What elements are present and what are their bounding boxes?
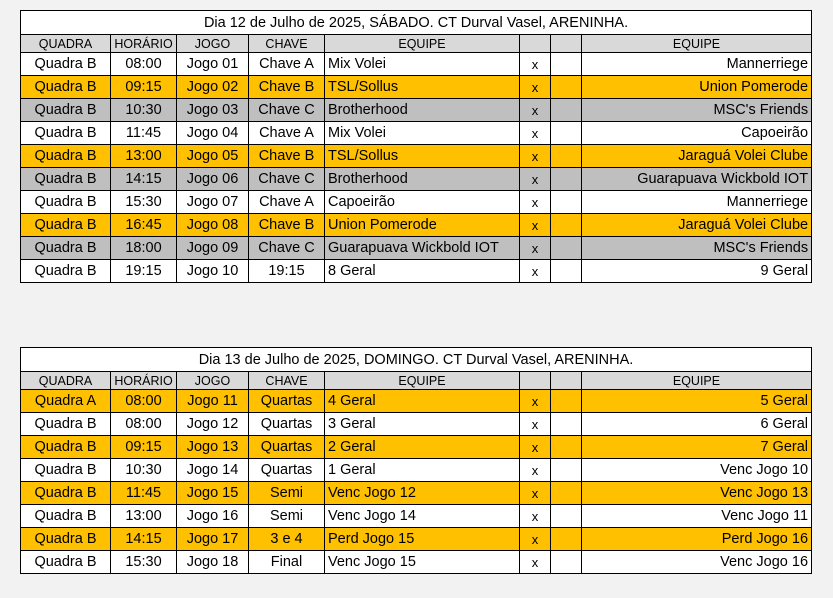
cell-vs: x (520, 482, 551, 505)
cell-chave: Quartas (249, 436, 325, 459)
cell-equipe-1: Perd Jogo 15 (325, 528, 520, 551)
cell-vs: x (520, 191, 551, 214)
cell-jogo: Jogo 06 (177, 168, 249, 191)
cell-equipe-1: 2 Geral (325, 436, 520, 459)
cell-vs: x (520, 122, 551, 145)
cell-vs: x (520, 168, 551, 191)
match-row (21, 76, 812, 99)
cell-chave: Chave A (249, 191, 325, 214)
cell-jogo: Jogo 10 (177, 260, 249, 283)
cell-blank (551, 413, 582, 436)
header-jogo: JOGO (177, 372, 249, 390)
day2-title: Dia 13 de Julho de 2025, DOMINGO. CT Durval Vasel, ARENINHA. (21, 348, 812, 372)
cell-blank (551, 260, 582, 283)
cell-chave: 19:15 (249, 260, 325, 283)
cell-jogo: Jogo 09 (177, 237, 249, 260)
cell-equipe-2: Jaraguá Volei Clube (582, 145, 812, 168)
cell-jogo: Jogo 14 (177, 459, 249, 482)
cell-blank (551, 459, 582, 482)
cell-jogo: Jogo 17 (177, 528, 249, 551)
cell-equipe-1: Venc Jogo 14 (325, 505, 520, 528)
cell-quadra: Quadra B (21, 237, 111, 260)
match-row (21, 413, 812, 436)
cell-vs: x (520, 436, 551, 459)
cell-horario: 19:15 (111, 260, 177, 283)
cell-equipe-2: MSC's Friends (582, 237, 812, 260)
cell-horario: 08:00 (111, 390, 177, 413)
match-row (21, 390, 812, 413)
cell-equipe-2: Union Pomerode (582, 76, 812, 99)
cell-vs: x (520, 528, 551, 551)
cell-equipe-2: Mannerriege (582, 191, 812, 214)
cell-equipe-1: Guarapuava Wickbold IOT (325, 237, 520, 260)
cell-jogo: Jogo 05 (177, 145, 249, 168)
day1-title: Dia 12 de Julho de 2025, SÁBADO. CT Durval Vasel, ARENINHA. (21, 11, 812, 35)
cell-equipe-1: Capoeirão (325, 191, 520, 214)
cell-chave: Quartas (249, 459, 325, 482)
cell-quadra: Quadra B (21, 168, 111, 191)
cell-jogo: Jogo 12 (177, 413, 249, 436)
cell-blank (551, 528, 582, 551)
cell-equipe-1: Brotherhood (325, 99, 520, 122)
cell-equipe-1: TSL/Sollus (325, 76, 520, 99)
cell-equipe-2: Venc Jogo 13 (582, 482, 812, 505)
header-jogo: JOGO (177, 35, 249, 53)
match-row (21, 436, 812, 459)
header-quadra: QUADRA (21, 372, 111, 390)
cell-equipe-2: Venc Jogo 10 (582, 459, 812, 482)
cell-vs: x (520, 53, 551, 76)
schedule-table-day1 (20, 10, 812, 283)
cell-vs: x (520, 99, 551, 122)
cell-chave: 3 e 4 (249, 528, 325, 551)
cell-equipe-1: Venc Jogo 15 (325, 551, 520, 574)
cell-horario: 14:15 (111, 168, 177, 191)
cell-chave: Chave B (249, 214, 325, 237)
match-row (21, 528, 812, 551)
cell-jogo: Jogo 08 (177, 214, 249, 237)
header-equipe-2: EQUIPE (582, 372, 812, 390)
header-chave: CHAVE (249, 35, 325, 53)
header-chave: CHAVE (249, 372, 325, 390)
match-row (21, 237, 812, 260)
cell-equipe-2: 9 Geral (582, 260, 812, 283)
match-row (21, 482, 812, 505)
cell-equipe-2: Guarapuava Wickbold IOT (582, 168, 812, 191)
cell-vs: x (520, 390, 551, 413)
cell-equipe-2: Perd Jogo 16 (582, 528, 812, 551)
cell-horario: 15:30 (111, 551, 177, 574)
cell-chave: Chave B (249, 145, 325, 168)
cell-jogo: Jogo 03 (177, 99, 249, 122)
cell-quadra: Quadra B (21, 482, 111, 505)
cell-vs: x (520, 260, 551, 283)
cell-quadra: Quadra B (21, 214, 111, 237)
cell-equipe-2: 5 Geral (582, 390, 812, 413)
cell-quadra: Quadra B (21, 122, 111, 145)
cell-horario: 09:15 (111, 76, 177, 99)
cell-chave: Semi (249, 505, 325, 528)
cell-blank (551, 53, 582, 76)
cell-vs: x (520, 76, 551, 99)
header-equipe-1: EQUIPE (325, 372, 520, 390)
cell-jogo: Jogo 02 (177, 76, 249, 99)
cell-equipe-1: TSL/Sollus (325, 145, 520, 168)
cell-equipe-2: Venc Jogo 16 (582, 551, 812, 574)
cell-chave: Chave C (249, 168, 325, 191)
match-row (21, 260, 812, 283)
cell-vs: x (520, 459, 551, 482)
cell-vs: x (520, 505, 551, 528)
cell-jogo: Jogo 18 (177, 551, 249, 574)
cell-quadra: Quadra B (21, 459, 111, 482)
cell-horario: 10:30 (111, 459, 177, 482)
header-equipe-2: EQUIPE (582, 35, 812, 53)
cell-chave: Quartas (249, 413, 325, 436)
cell-blank (551, 168, 582, 191)
cell-horario: 15:30 (111, 191, 177, 214)
cell-blank (551, 551, 582, 574)
cell-blank (551, 99, 582, 122)
cell-equipe-1: Union Pomerode (325, 214, 520, 237)
cell-chave: Quartas (249, 390, 325, 413)
header-quadra: QUADRA (21, 35, 111, 53)
cell-jogo: Jogo 13 (177, 436, 249, 459)
match-row (21, 214, 812, 237)
cell-horario: 11:45 (111, 482, 177, 505)
cell-jogo: Jogo 15 (177, 482, 249, 505)
cell-jogo: Jogo 16 (177, 505, 249, 528)
cell-blank (551, 436, 582, 459)
cell-jogo: Jogo 07 (177, 191, 249, 214)
cell-blank (551, 145, 582, 168)
cell-horario: 10:30 (111, 99, 177, 122)
cell-blank (551, 505, 582, 528)
day2-body (21, 348, 812, 574)
cell-chave: Chave B (249, 76, 325, 99)
header-blank-2 (551, 35, 582, 53)
cell-quadra: Quadra B (21, 99, 111, 122)
cell-blank (551, 122, 582, 145)
cell-jogo: Jogo 01 (177, 53, 249, 76)
cell-jogo: Jogo 04 (177, 122, 249, 145)
cell-quadra: Quadra B (21, 145, 111, 168)
match-row (21, 551, 812, 574)
cell-chave: Semi (249, 482, 325, 505)
cell-blank (551, 482, 582, 505)
cell-horario: 18:00 (111, 237, 177, 260)
cell-blank (551, 191, 582, 214)
day1-body (21, 11, 812, 283)
cell-vs: x (520, 237, 551, 260)
cell-equipe-1: 4 Geral (325, 390, 520, 413)
cell-horario: 11:45 (111, 122, 177, 145)
cell-quadra: Quadra B (21, 76, 111, 99)
cell-equipe-2: MSC's Friends (582, 99, 812, 122)
cell-equipe-1: Brotherhood (325, 168, 520, 191)
match-row (21, 191, 812, 214)
cell-horario: 13:00 (111, 505, 177, 528)
cell-equipe-2: Venc Jogo 11 (582, 505, 812, 528)
cell-blank (551, 237, 582, 260)
cell-equipe-1: Venc Jogo 12 (325, 482, 520, 505)
cell-equipe-1: Mix Volei (325, 122, 520, 145)
cell-chave: Chave A (249, 122, 325, 145)
cell-quadra: Quadra B (21, 528, 111, 551)
cell-quadra: Quadra B (21, 413, 111, 436)
cell-blank (551, 214, 582, 237)
cell-vs: x (520, 214, 551, 237)
cell-horario: 08:00 (111, 53, 177, 76)
cell-quadra: Quadra B (21, 551, 111, 574)
schedule-day2 (20, 347, 811, 574)
cell-vs: x (520, 413, 551, 436)
match-row (21, 122, 812, 145)
cell-equipe-2: Mannerriege (582, 53, 812, 76)
cell-quadra: Quadra B (21, 191, 111, 214)
cell-vs: x (520, 551, 551, 574)
schedule-table-day2 (20, 347, 812, 574)
cell-equipe-2: Capoeirão (582, 122, 812, 145)
match-row (21, 53, 812, 76)
cell-equipe-1: 1 Geral (325, 459, 520, 482)
cell-horario: 13:00 (111, 145, 177, 168)
cell-equipe-1: Mix Volei (325, 53, 520, 76)
header-blank-1 (520, 372, 551, 390)
cell-blank (551, 76, 582, 99)
cell-chave: Final (249, 551, 325, 574)
match-row (21, 168, 812, 191)
header-blank-1 (520, 35, 551, 53)
cell-chave: Chave C (249, 99, 325, 122)
header-blank-2 (551, 372, 582, 390)
cell-horario: 08:00 (111, 413, 177, 436)
match-row (21, 505, 812, 528)
cell-quadra: Quadra B (21, 53, 111, 76)
match-row (21, 145, 812, 168)
cell-quadra: Quadra B (21, 505, 111, 528)
cell-equipe-1: 3 Geral (325, 413, 520, 436)
cell-equipe-2: Jaraguá Volei Clube (582, 214, 812, 237)
header-equipe-1: EQUIPE (325, 35, 520, 53)
cell-chave: Chave A (249, 53, 325, 76)
cell-quadra: Quadra A (21, 390, 111, 413)
cell-jogo: Jogo 11 (177, 390, 249, 413)
cell-equipe-1: 8 Geral (325, 260, 520, 283)
schedule-day1 (20, 10, 811, 283)
match-row (21, 99, 812, 122)
cell-equipe-2: 7 Geral (582, 436, 812, 459)
cell-quadra: Quadra B (21, 436, 111, 459)
cell-blank (551, 390, 582, 413)
cell-horario: 14:15 (111, 528, 177, 551)
cell-chave: Chave C (249, 237, 325, 260)
cell-quadra: Quadra B (21, 260, 111, 283)
cell-vs: x (520, 145, 551, 168)
match-row (21, 459, 812, 482)
cell-horario: 09:15 (111, 436, 177, 459)
cell-equipe-2: 6 Geral (582, 413, 812, 436)
header-horario: HORÁRIO (111, 35, 177, 53)
header-horario: HORÁRIO (111, 372, 177, 390)
cell-horario: 16:45 (111, 214, 177, 237)
